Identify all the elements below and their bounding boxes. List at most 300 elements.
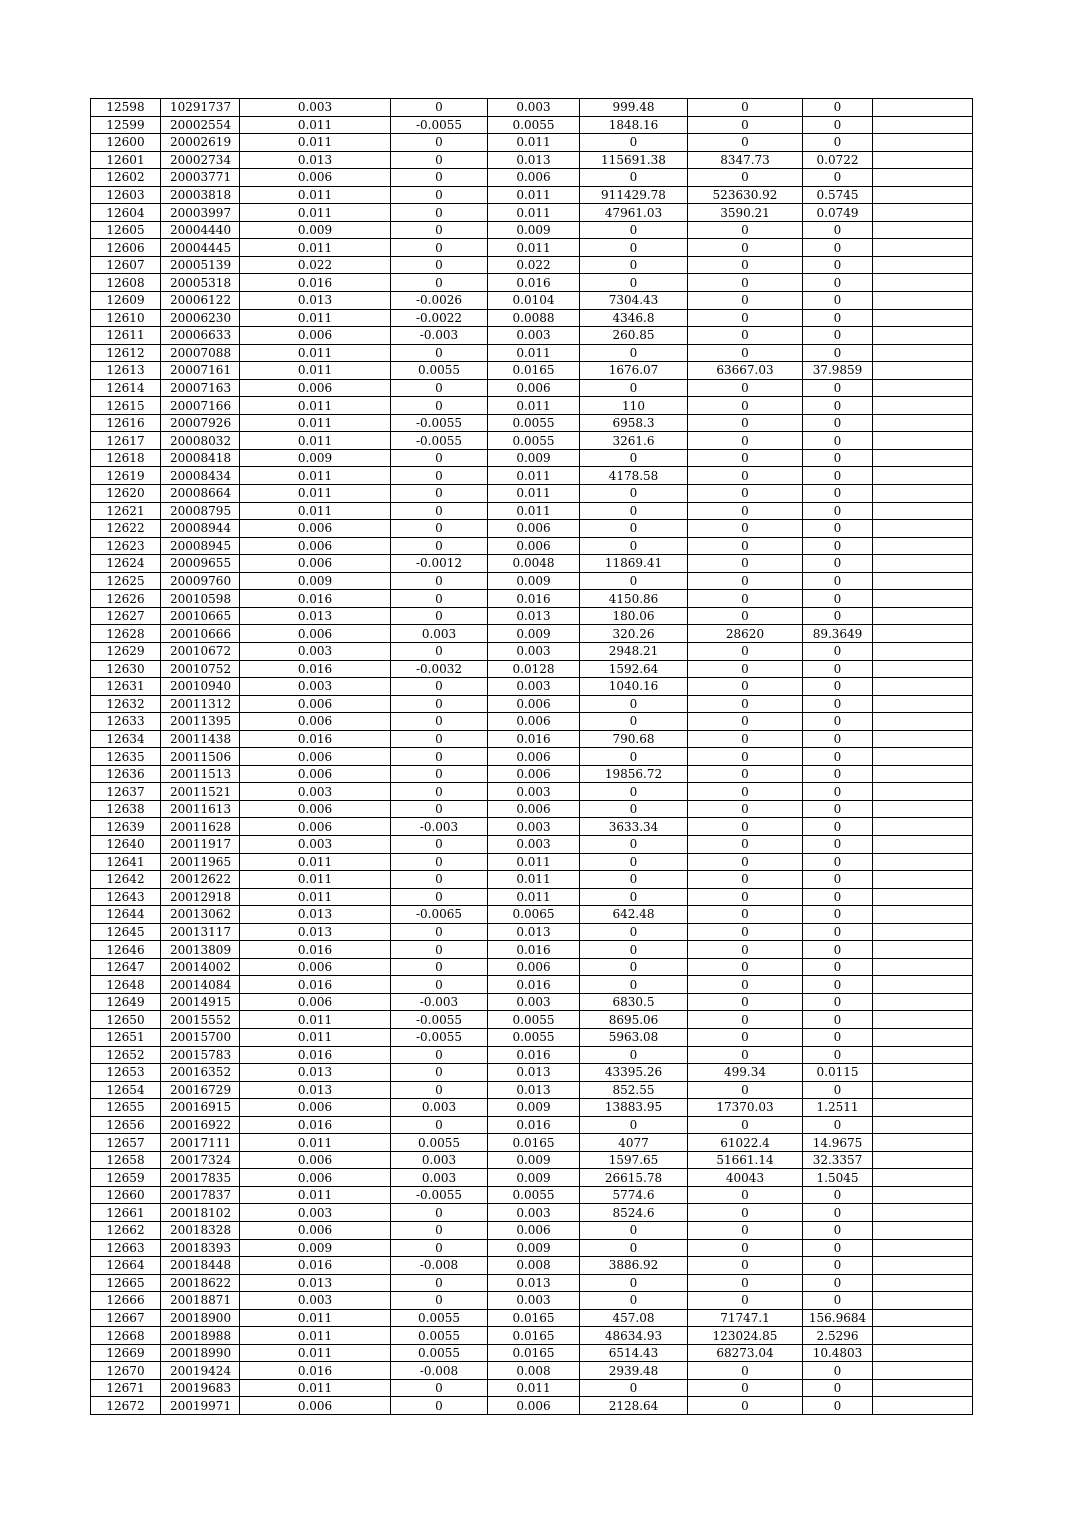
rate-cell: 0.016	[240, 1257, 391, 1275]
blank-cell	[873, 520, 973, 538]
adjusted-rate-cell: 0.006	[488, 169, 580, 187]
table-row	[91, 467, 973, 485]
ratio-cell: 32.3357	[803, 1151, 873, 1169]
row-index-cell: 12644	[91, 906, 161, 924]
adjusted-rate-cell: 0.011	[488, 1379, 580, 1397]
adjusted-rate-cell: 0.016	[488, 590, 580, 608]
id-cell: 20013062	[161, 906, 240, 924]
id-cell: 20007166	[161, 397, 240, 415]
amount-cell: 8524.6	[580, 1204, 688, 1222]
rate-cell: 0.013	[240, 923, 391, 941]
amount-cell: 1676.07	[580, 362, 688, 380]
adjustment-cell: -0.0055	[391, 1186, 488, 1204]
ratio-cell: 0	[803, 520, 873, 538]
row-index-cell: 12670	[91, 1362, 161, 1380]
ratio-cell: 0.5745	[803, 186, 873, 204]
table-row	[91, 520, 973, 538]
adjustment-cell: 0.0055	[391, 1344, 488, 1362]
value-cell: 0	[688, 835, 803, 853]
row-index-cell: 12598	[91, 99, 161, 117]
id-cell: 20007088	[161, 344, 240, 362]
rate-cell: 0.006	[240, 993, 391, 1011]
id-cell: 20014002	[161, 958, 240, 976]
rate-cell: 0.011	[240, 1186, 391, 1204]
value-cell: 0	[688, 256, 803, 274]
rate-cell: 0.011	[240, 502, 391, 520]
id-cell: 20010598	[161, 590, 240, 608]
amount-cell: 0	[580, 1379, 688, 1397]
adjusted-rate-cell: 0.006	[488, 1397, 580, 1415]
amount-cell: 4346.8	[580, 309, 688, 327]
rate-cell: 0.011	[240, 1011, 391, 1029]
row-index-cell: 12656	[91, 1116, 161, 1134]
row-index-cell: 12647	[91, 958, 161, 976]
blank-cell	[873, 888, 973, 906]
table-row	[91, 414, 973, 432]
row-index-cell: 12659	[91, 1169, 161, 1187]
value-cell: 0	[688, 449, 803, 467]
amount-cell: 0	[580, 537, 688, 555]
adjustment-cell: 0	[391, 941, 488, 959]
id-cell: 20002734	[161, 151, 240, 169]
rate-cell: 0.011	[240, 467, 391, 485]
table-row	[91, 1134, 973, 1152]
ratio-cell: 0	[803, 923, 873, 941]
value-cell: 0	[688, 1204, 803, 1222]
amount-cell: 999.48	[580, 99, 688, 117]
blank-cell	[873, 397, 973, 415]
value-cell: 0	[688, 1028, 803, 1046]
table-row	[91, 1397, 973, 1415]
blank-cell	[873, 642, 973, 660]
amount-cell: 43395.26	[580, 1064, 688, 1082]
adjustment-cell: -0.008	[391, 1362, 488, 1380]
amount-cell: 2939.48	[580, 1362, 688, 1380]
blank-cell	[873, 1081, 973, 1099]
rate-cell: 0.011	[240, 1028, 391, 1046]
rate-cell: 0.013	[240, 906, 391, 924]
amount-cell: 0	[580, 1274, 688, 1292]
ratio-cell: 0	[803, 1116, 873, 1134]
ratio-cell: 0	[803, 397, 873, 415]
ratio-cell: 1.2511	[803, 1099, 873, 1117]
ratio-cell: 0	[803, 432, 873, 450]
rate-cell: 0.011	[240, 1327, 391, 1345]
table-row	[91, 256, 973, 274]
rate-cell: 0.006	[240, 713, 391, 731]
value-cell: 0	[688, 888, 803, 906]
value-cell: 63667.03	[688, 362, 803, 380]
adjustment-cell: 0.003	[391, 1099, 488, 1117]
row-index-cell: 12619	[91, 467, 161, 485]
id-cell: 20019683	[161, 1379, 240, 1397]
adjusted-rate-cell: 0.006	[488, 537, 580, 555]
blank-cell	[873, 1379, 973, 1397]
ratio-cell: 0	[803, 309, 873, 327]
adjusted-rate-cell: 0.011	[488, 871, 580, 889]
table-row	[91, 362, 973, 380]
row-index-cell: 12654	[91, 1081, 161, 1099]
ratio-cell: 0	[803, 449, 873, 467]
adjusted-rate-cell: 0.0065	[488, 906, 580, 924]
amount-cell: 5774.6	[580, 1186, 688, 1204]
value-cell: 0	[688, 1257, 803, 1275]
adjustment-cell: 0	[391, 151, 488, 169]
value-cell: 8347.73	[688, 151, 803, 169]
adjusted-rate-cell: 0.0048	[488, 555, 580, 573]
id-cell: 20018871	[161, 1292, 240, 1310]
rate-cell: 0.011	[240, 186, 391, 204]
ratio-cell: 0	[803, 695, 873, 713]
adjusted-rate-cell: 0.011	[488, 397, 580, 415]
table-row	[91, 748, 973, 766]
table-row	[91, 590, 973, 608]
adjusted-rate-cell: 0.0104	[488, 292, 580, 310]
row-index-cell: 12605	[91, 221, 161, 239]
adjusted-rate-cell: 0.003	[488, 993, 580, 1011]
adjusted-rate-cell: 0.003	[488, 783, 580, 801]
amount-cell: 0	[580, 923, 688, 941]
ratio-cell: 0	[803, 327, 873, 345]
adjustment-cell: 0	[391, 99, 488, 117]
value-cell: 0	[688, 642, 803, 660]
value-cell: 0	[688, 853, 803, 871]
rate-cell: 0.013	[240, 1064, 391, 1082]
adjustment-cell: 0	[391, 537, 488, 555]
row-index-cell: 12616	[91, 414, 161, 432]
table-row	[91, 204, 973, 222]
rate-cell: 0.006	[240, 520, 391, 538]
id-cell: 20010940	[161, 678, 240, 696]
id-cell: 20018988	[161, 1327, 240, 1345]
adjusted-rate-cell: 0.003	[488, 1292, 580, 1310]
table-row	[91, 871, 973, 889]
adjusted-rate-cell: 0.006	[488, 1222, 580, 1240]
amount-cell: 5963.08	[580, 1028, 688, 1046]
value-cell: 0	[688, 1046, 803, 1064]
adjusted-rate-cell: 0.0165	[488, 362, 580, 380]
adjusted-rate-cell: 0.003	[488, 835, 580, 853]
table-row	[91, 993, 973, 1011]
amount-cell: 0	[580, 853, 688, 871]
id-cell: 20008434	[161, 467, 240, 485]
table-row	[91, 678, 973, 696]
adjusted-rate-cell: 0.006	[488, 765, 580, 783]
ratio-cell: 0	[803, 555, 873, 573]
id-cell: 20017324	[161, 1151, 240, 1169]
blank-cell	[873, 1011, 973, 1029]
row-index-cell: 12639	[91, 818, 161, 836]
value-cell: 0	[688, 116, 803, 134]
id-cell: 20013809	[161, 941, 240, 959]
table-row	[91, 537, 973, 555]
blank-cell	[873, 660, 973, 678]
row-index-cell: 12608	[91, 274, 161, 292]
table-row	[91, 923, 973, 941]
adjustment-cell: -0.0032	[391, 660, 488, 678]
adjusted-rate-cell: 0.016	[488, 976, 580, 994]
table-body	[91, 99, 973, 1415]
blank-cell	[873, 1046, 973, 1064]
adjusted-rate-cell: 0.006	[488, 379, 580, 397]
amount-cell: 0	[580, 871, 688, 889]
rate-cell: 0.009	[240, 572, 391, 590]
ratio-cell: 0	[803, 941, 873, 959]
adjusted-rate-cell: 0.006	[488, 520, 580, 538]
blank-cell	[873, 748, 973, 766]
id-cell: 20008944	[161, 520, 240, 538]
value-cell: 0	[688, 1379, 803, 1397]
ratio-cell: 0	[803, 853, 873, 871]
row-index-cell: 12652	[91, 1046, 161, 1064]
row-index-cell: 12666	[91, 1292, 161, 1310]
id-cell: 10291737	[161, 99, 240, 117]
amount-cell: 0	[580, 800, 688, 818]
id-cell: 20018448	[161, 1257, 240, 1275]
table-row	[91, 800, 973, 818]
adjustment-cell: 0	[391, 1379, 488, 1397]
adjusted-rate-cell: 0.0128	[488, 660, 580, 678]
ratio-cell: 0	[803, 871, 873, 889]
id-cell: 20004440	[161, 221, 240, 239]
table-row	[91, 730, 973, 748]
value-cell: 0	[688, 555, 803, 573]
row-index-cell: 12599	[91, 116, 161, 134]
adjustment-cell: -0.0026	[391, 292, 488, 310]
adjustment-cell: -0.0055	[391, 116, 488, 134]
id-cell: 20016922	[161, 1116, 240, 1134]
blank-cell	[873, 607, 973, 625]
adjustment-cell: 0	[391, 800, 488, 818]
table-row	[91, 397, 973, 415]
blank-cell	[873, 835, 973, 853]
blank-cell	[873, 1134, 973, 1152]
adjusted-rate-cell: 0.0055	[488, 1011, 580, 1029]
amount-cell: 13883.95	[580, 1099, 688, 1117]
table-row	[91, 221, 973, 239]
blank-cell	[873, 1222, 973, 1240]
adjusted-rate-cell: 0.013	[488, 151, 580, 169]
blank-cell	[873, 274, 973, 292]
adjusted-rate-cell: 0.011	[488, 502, 580, 520]
row-index-cell: 12620	[91, 485, 161, 503]
ratio-cell: 0	[803, 906, 873, 924]
table-row	[91, 941, 973, 959]
table-row	[91, 327, 973, 345]
blank-cell	[873, 1099, 973, 1117]
blank-cell	[873, 1327, 973, 1345]
ratio-cell: 0	[803, 1292, 873, 1310]
value-cell: 0	[688, 818, 803, 836]
rate-cell: 0.011	[240, 485, 391, 503]
amount-cell: 0	[580, 502, 688, 520]
id-cell: 20015783	[161, 1046, 240, 1064]
table-row	[91, 1028, 973, 1046]
amount-cell: 790.68	[580, 730, 688, 748]
adjustment-cell: 0	[391, 1204, 488, 1222]
adjustment-cell: -0.0012	[391, 555, 488, 573]
rate-cell: 0.011	[240, 1134, 391, 1152]
table-row	[91, 274, 973, 292]
adjusted-rate-cell: 0.003	[488, 99, 580, 117]
id-cell: 20018990	[161, 1344, 240, 1362]
adjusted-rate-cell: 0.013	[488, 923, 580, 941]
rate-cell: 0.016	[240, 1116, 391, 1134]
adjustment-cell: 0	[391, 572, 488, 590]
adjusted-rate-cell: 0.009	[488, 572, 580, 590]
table-row	[91, 1222, 973, 1240]
row-index-cell: 12653	[91, 1064, 161, 1082]
table-row	[91, 958, 973, 976]
amount-cell: 0	[580, 1239, 688, 1257]
blank-cell	[873, 1397, 973, 1415]
id-cell: 20010665	[161, 607, 240, 625]
blank-cell	[873, 1151, 973, 1169]
value-cell: 0	[688, 1222, 803, 1240]
id-cell: 20011438	[161, 730, 240, 748]
blank-cell	[873, 502, 973, 520]
table-row	[91, 765, 973, 783]
table-row	[91, 134, 973, 152]
id-cell: 20019424	[161, 1362, 240, 1380]
row-index-cell: 12606	[91, 239, 161, 257]
amount-cell: 1597.65	[580, 1151, 688, 1169]
adjusted-rate-cell: 0.016	[488, 1116, 580, 1134]
id-cell: 20011312	[161, 695, 240, 713]
adjusted-rate-cell: 0.008	[488, 1257, 580, 1275]
ratio-cell: 0	[803, 221, 873, 239]
adjusted-rate-cell: 0.022	[488, 256, 580, 274]
ratio-cell: 0	[803, 169, 873, 187]
amount-cell: 2948.21	[580, 642, 688, 660]
table-row	[91, 1274, 973, 1292]
row-index-cell: 12672	[91, 1397, 161, 1415]
amount-cell: 0	[580, 1116, 688, 1134]
adjustment-cell: 0	[391, 274, 488, 292]
amount-cell: 6958.3	[580, 414, 688, 432]
id-cell: 20013117	[161, 923, 240, 941]
table-row	[91, 485, 973, 503]
adjusted-rate-cell: 0.003	[488, 327, 580, 345]
adjusted-rate-cell: 0.0055	[488, 1186, 580, 1204]
value-cell: 61022.4	[688, 1134, 803, 1152]
ratio-cell: 0	[803, 467, 873, 485]
table-row	[91, 906, 973, 924]
amount-cell: 1848.16	[580, 116, 688, 134]
id-cell: 20007163	[161, 379, 240, 397]
id-cell: 20008795	[161, 502, 240, 520]
row-index-cell: 12641	[91, 853, 161, 871]
id-cell: 20017837	[161, 1186, 240, 1204]
row-index-cell: 12612	[91, 344, 161, 362]
adjustment-cell: 0	[391, 765, 488, 783]
id-cell: 20015700	[161, 1028, 240, 1046]
rate-cell: 0.016	[240, 941, 391, 959]
adjustment-cell: 0	[391, 607, 488, 625]
adjustment-cell: 0.0055	[391, 1327, 488, 1345]
blank-cell	[873, 625, 973, 643]
table-row	[91, 1257, 973, 1275]
id-cell: 20006122	[161, 292, 240, 310]
adjustment-cell: 0	[391, 748, 488, 766]
adjustment-cell: 0	[391, 204, 488, 222]
ratio-cell: 0	[803, 607, 873, 625]
value-cell: 0	[688, 923, 803, 941]
adjusted-rate-cell: 0.0055	[488, 414, 580, 432]
rate-cell: 0.016	[240, 660, 391, 678]
value-cell: 0	[688, 99, 803, 117]
blank-cell	[873, 221, 973, 239]
amount-cell: 642.48	[580, 906, 688, 924]
row-index-cell: 12650	[91, 1011, 161, 1029]
blank-cell	[873, 327, 973, 345]
value-cell: 0	[688, 748, 803, 766]
table-row	[91, 449, 973, 467]
id-cell: 20006633	[161, 327, 240, 345]
value-cell: 0	[688, 221, 803, 239]
ratio-cell: 0	[803, 274, 873, 292]
ratio-cell: 0	[803, 1222, 873, 1240]
id-cell: 20010672	[161, 642, 240, 660]
id-cell: 20011513	[161, 765, 240, 783]
row-index-cell: 12626	[91, 590, 161, 608]
value-cell: 0	[688, 520, 803, 538]
ratio-cell: 37.9859	[803, 362, 873, 380]
blank-cell	[873, 713, 973, 731]
table-row	[91, 1011, 973, 1029]
table-row	[91, 607, 973, 625]
ratio-cell: 0	[803, 1028, 873, 1046]
adjustment-cell: 0	[391, 730, 488, 748]
value-cell: 0	[688, 1292, 803, 1310]
adjusted-rate-cell: 0.011	[488, 467, 580, 485]
adjusted-rate-cell: 0.0165	[488, 1344, 580, 1362]
table-row	[91, 1379, 973, 1397]
id-cell: 20002619	[161, 134, 240, 152]
value-cell: 0	[688, 1081, 803, 1099]
adjustment-cell: -0.0055	[391, 1028, 488, 1046]
table-row	[91, 1116, 973, 1134]
ratio-cell: 0	[803, 1081, 873, 1099]
blank-cell	[873, 362, 973, 380]
row-index-cell: 12617	[91, 432, 161, 450]
id-cell: 20018393	[161, 1239, 240, 1257]
rate-cell: 0.011	[240, 239, 391, 257]
adjustment-cell: -0.003	[391, 327, 488, 345]
value-cell: 0	[688, 1116, 803, 1134]
adjusted-rate-cell: 0.011	[488, 344, 580, 362]
rate-cell: 0.011	[240, 134, 391, 152]
table-row	[91, 432, 973, 450]
ratio-cell: 14.9675	[803, 1134, 873, 1152]
value-cell: 0	[688, 1274, 803, 1292]
table-row	[91, 1186, 973, 1204]
ratio-cell: 0	[803, 976, 873, 994]
rate-cell: 0.011	[240, 888, 391, 906]
rate-cell: 0.003	[240, 1204, 391, 1222]
rate-cell: 0.006	[240, 1169, 391, 1187]
adjusted-rate-cell: 0.006	[488, 800, 580, 818]
row-index-cell: 12611	[91, 327, 161, 345]
table-row	[91, 1239, 973, 1257]
ratio-cell: 0	[803, 116, 873, 134]
adjustment-cell: 0.0055	[391, 1134, 488, 1152]
row-index-cell: 12651	[91, 1028, 161, 1046]
rate-cell: 0.006	[240, 765, 391, 783]
row-index-cell: 12622	[91, 520, 161, 538]
blank-cell	[873, 765, 973, 783]
adjusted-rate-cell: 0.011	[488, 204, 580, 222]
